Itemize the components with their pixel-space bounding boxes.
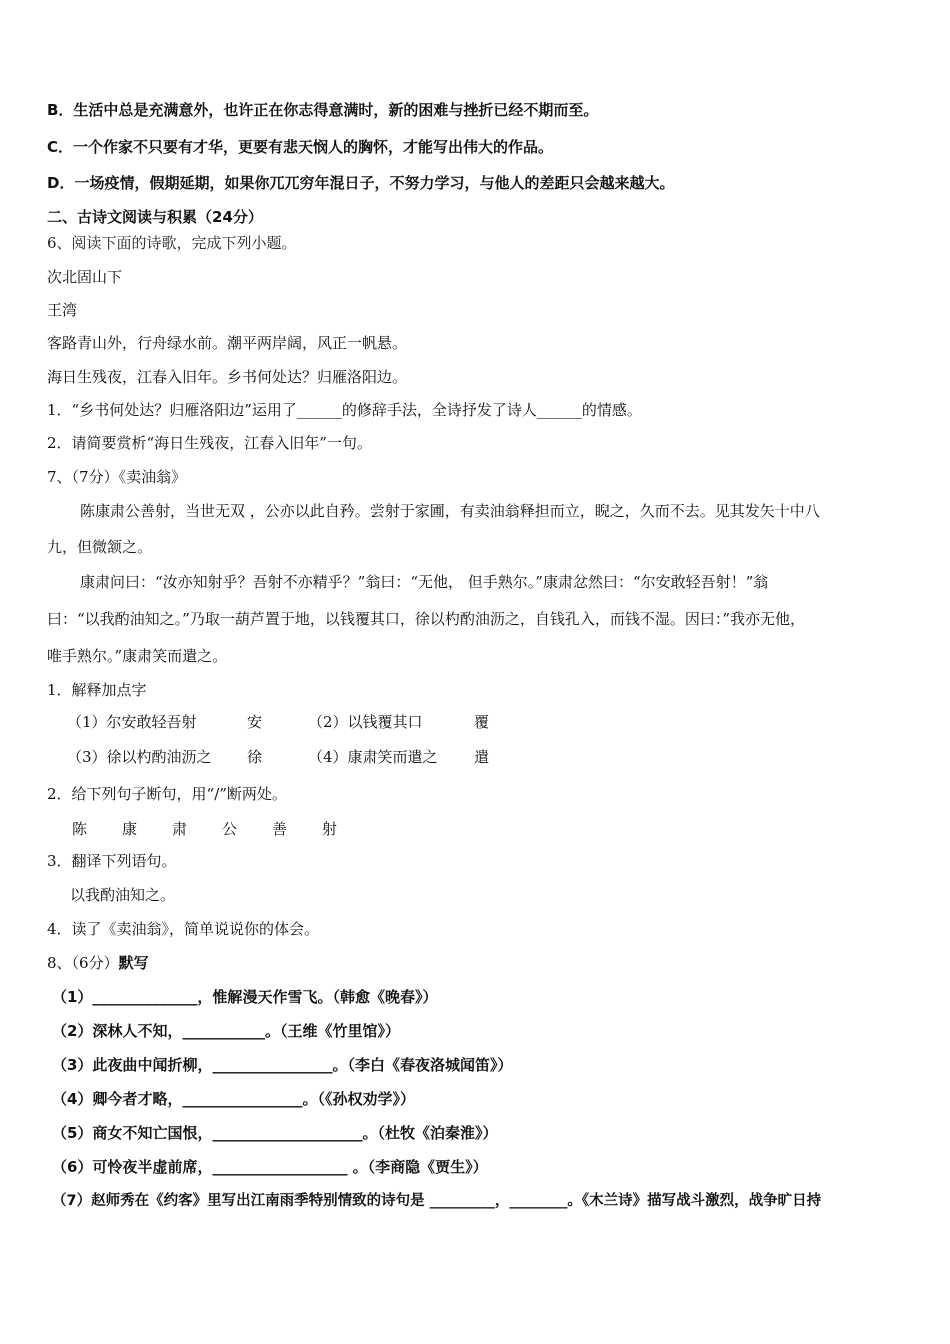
passage-line: 康肃问曰：“汝亦知射乎？吾射不亦精乎？”翁曰：“无他， 但手熟尔。”康肃忿然曰：“尔安敢轻吾射！”翁	[80, 573, 769, 591]
q8-prompt-bold: 默写	[118, 954, 149, 972]
gloss-word: 徐	[247, 748, 263, 766]
gloss-phrase: （3）徐以杓酌油沥之	[67, 748, 212, 766]
gloss-word: 遣	[474, 748, 490, 766]
poem-line: 客路青山外，行舟绿水前。潮平两岸阔，风正一帆悬。	[47, 334, 408, 352]
dictation-item: （7）赵师秀在《约客》里写出江南雨季特别情致的诗句是 _________，________。《木兰诗》描写战斗激烈，战争旷日持	[52, 1193, 822, 1209]
dictation-item: （6）可怜夜半虚前席，__________________ 。（李商隐《贾生》）	[52, 1158, 488, 1176]
q7-sub2: 2．给下列句子断句，用“/”断两处。	[47, 785, 287, 803]
dictation-item: （4）卿今者才略，________________。（《孙权劝学》）	[52, 1090, 415, 1108]
section-heading: 二、古诗文阅读与积累（24分）	[47, 208, 263, 226]
dictation-item: （1）______________，惟解漫天作雪飞。（韩愈《晚春》）	[52, 988, 438, 1006]
gloss-word: 覆	[474, 713, 490, 731]
dictation-item: （5）商女不知亡国恨，____________________。（杜牧《泊秦淮》）	[52, 1124, 498, 1142]
gloss-phrase: （2）以钱覆其口	[308, 713, 423, 731]
q6-prompt: 6、阅读下面的诗歌，完成下列小题。	[47, 234, 297, 252]
gloss-phrase: （1）尔安敢轻吾射	[67, 713, 197, 731]
q8-prompt	[47, 953, 149, 973]
passage-line: 陈康肃公善射，当世无双 ，公亦以此自矜。尝射于家圃，有卖油翁释担而立，睨之，久而不去。见其发矢十中八	[80, 502, 820, 520]
sentence-char: 射	[322, 820, 338, 838]
option-b: B．生活中总是充满意外，也许正在你志得意满时，新的困难与挫折已经不期而至。	[47, 101, 599, 119]
q7-sub3: 3．翻译下列语句。	[47, 852, 177, 870]
poem-title: 次北固山下	[47, 268, 123, 286]
q6-sub1: 1．“乡书何处达？归雁洛阳边”运用了______的修辞手法，全诗抒发了诗人______的情感。	[47, 401, 642, 419]
translate-sentence: 以我酌油知之。	[70, 886, 176, 904]
poem-author: 王湾	[47, 301, 78, 319]
sentence-char: 公	[222, 820, 238, 838]
option-c: C．一个作家不只要有才华，更要有悲天悯人的胸怀，才能写出伟大的作品。	[47, 138, 554, 156]
gloss-phrase: （4）康肃笑而遣之	[308, 748, 438, 766]
q7-sub4: 4．读了《卖油翁》，简单说说你的体会。	[47, 920, 320, 938]
gloss-word: 安	[247, 713, 263, 731]
poem-line: 海日生残夜，江春入旧年。乡书何处达？归雁洛阳边。	[47, 368, 408, 386]
passage-line: 九，但微颔之。	[47, 538, 153, 556]
q6-sub2: 2．请简要赏析“海日生残夜，江春入旧年”一句。	[47, 434, 372, 452]
q8-prompt-prefix: 8、（6分）	[47, 954, 119, 972]
passage-line: 曰：“以我酌油知之。”乃取一葫芦置于地，以钱覆其口，徐以杓酌油沥之，自钱孔入，而钱不湿。因曰：”我亦无他，	[47, 610, 806, 628]
q7-sub1: 1．解释加点字	[47, 681, 147, 699]
option-d: D．一场疫情，假期延期，如果你兀兀穷年混日子，不努力学习，与他人的差距只会越来越大。	[47, 174, 675, 192]
sentence-char: 陈	[72, 820, 88, 838]
passage-line: 唯手熟尔。”康肃笑而遣之。	[47, 647, 228, 665]
q7-prompt: 7、（7分）《卖油翁》	[47, 468, 187, 486]
sentence-char: 肃	[172, 820, 188, 838]
dictation-item: （2）深林人不知，___________。（王维《竹里馆》）	[52, 1022, 400, 1040]
dictation-item: （3）此夜曲中闻折柳，________________。（李白《春夜洛城闻笛》）	[52, 1056, 513, 1074]
sentence-char: 善	[272, 820, 288, 838]
sentence-char: 康	[122, 820, 138, 838]
